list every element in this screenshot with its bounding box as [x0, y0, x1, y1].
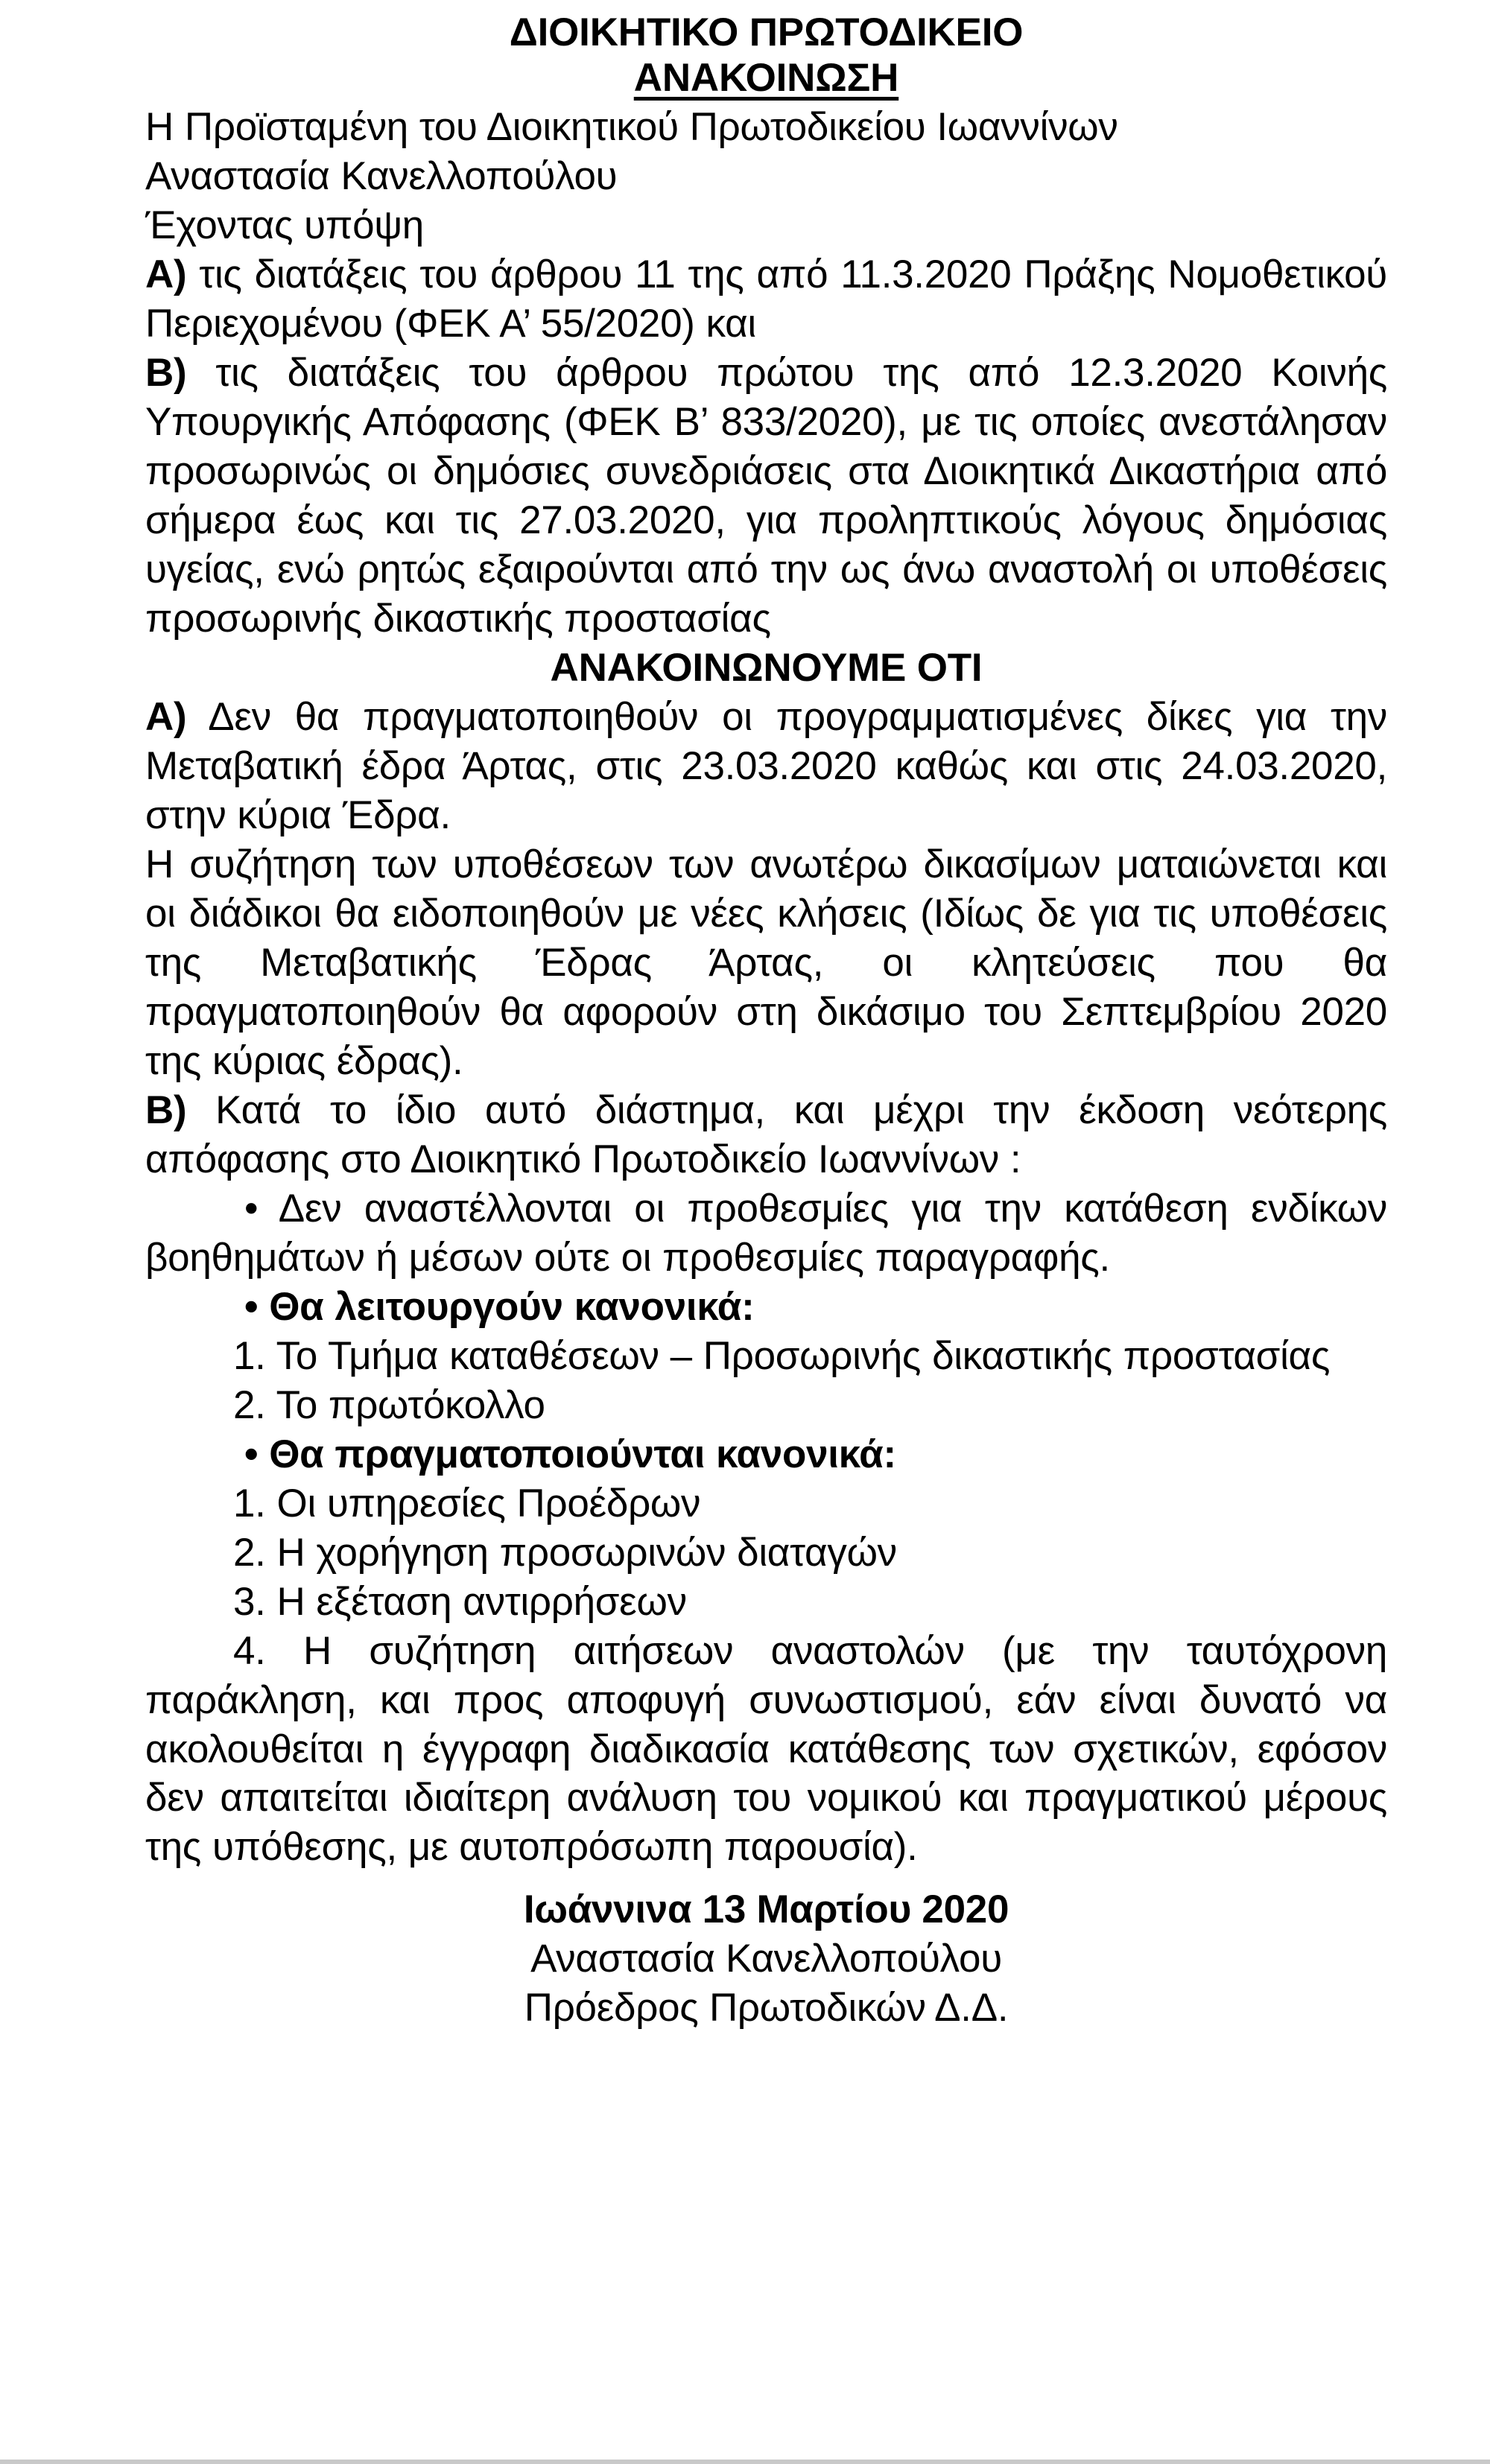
group-1-item-1: 1. Το Τμήμα καταθέσεων – Προσωρινής δικαστικής προστασίας [233, 1333, 1331, 1378]
group-2-item-4: 4. Η συζήτηση αιτήσεων αναστολών (με την ταυτόχρονη παράκληση, και προς αποφυγή συνωστισμού, εάν είναι δυνατό να ακολουθείται η έγγραφη διαδικασία κατάθεσης των σχετικών, εφόσον δεν απαιτείται ιδιαίτερη ανάλυση του νομικού και πραγματικού μέρους της υπόθεσης, με αυτοπρόσωπη παρουσία). [145, 1628, 1387, 1870]
clause-a-label: Α) [145, 694, 187, 739]
clause-b-bullet-1 [145, 1184, 1387, 1283]
clause-b [145, 1086, 1387, 1184]
whereas-clause-b-text: τις διατάξεις του άρθρου πρώτου της από 12.3.2020 Κοινής Υπουργικής Απόφασης (ΦΕΚ Β’ 833/2020), με τις οποίες ανεστάλησαν προσωρινώς οι δημόσιες συνεδριάσεις στα Διοικητικά Δικαστήρια από σήμερα έως και τις 27.03.2020, για προληπτικούς λόγους δημόσιας υγείας, ενώ ρητώς εξαιρούνται από την ως άνω αναστολή οι υποθέσεις προσωρινής δικαστικής προστασίας [145, 350, 1387, 641]
clause-b-label: Β) [145, 1087, 187, 1132]
group-2-item-2: 2. Η χορήγηση προσωρινών διαταγών [233, 1530, 897, 1575]
intro-line-authority: Η Προϊσταμένη του Διοικητικού Πρωτοδικείου Ιωαννίνων [145, 105, 1118, 150]
clause-b-bullet-1-text: Δεν αναστέλλονται οι προθεσμίες για την κατάθεση ενδίκων βοηθημάτων ή μέσων ούτε οι προθεσμίες παραγραφής. [145, 1186, 1387, 1280]
document-subtitle [145, 54, 1387, 103]
bullet-icon: • [244, 1432, 259, 1476]
document-title: ΔΙΟΙΚΗΤΙΚΟ ΠΡΩΤΟΔΙΚΕΙΟ [509, 10, 1024, 54]
bullet-icon: • [244, 1284, 259, 1329]
closing-signer-title: Πρόεδρος Πρωτοδικών Δ.Δ. [524, 1986, 1009, 2030]
clause-a [145, 693, 1387, 840]
intro-line-name: Αναστασία Κανελλοπούλου [145, 154, 618, 198]
closing-place-date: Ιωάννινα 13 Μαρτίου 2020 [523, 1887, 1009, 1932]
clause-a-text: Δεν θα πραγματοποιηθούν οι προγραμματισμένες δίκες για την Μεταβατική έδρα Άρτας, στις 23.03.2020 καθώς και στις 24.03.2020, στην κύρια Έδρα. [145, 694, 1387, 837]
group-2-heading [145, 1430, 1387, 1479]
group-1-heading [145, 1283, 1387, 1332]
whereas-clause-a-label: Α) [145, 252, 187, 296]
whereas-clause-a [145, 250, 1387, 349]
group-2-item-3: 3. Η εξέταση αντιρρήσεων [233, 1579, 687, 1624]
clause-a-paragraph: Η συζήτηση των υποθέσεων των ανωτέρω δικασίμων ματαιώνεται και οι διάδικοι θα ειδοποιηθούν με νέες κλήσεις (Ιδίως δε για τις υποθέσεις της Μεταβατικής Έδρας Άρτας, οι κλητεύσεις που θα πραγματοποιηθούν θα αφορούν στη δικάσιμο του Σεπτεμβρίου 2020 της κύριας έδρας). [145, 842, 1387, 1083]
whereas-clause-a-text: τις διατάξεις του άρθρου 11 της από 11.3.2020 Πράξης Νομοθετικού Περιεχομένου (ΦΕΚ Α’ 55/2020) και [145, 252, 1387, 346]
group-2-item-1: 1. Οι υπηρεσίες Προέδρων [233, 1481, 701, 1525]
clause-b-text: Κατά το ίδιο αυτό διάστημα, και μέχρι την έκδοση νεότερης απόφασης στο Διοικητικό Πρωτοδικείο Ιωαννίνων : [145, 1087, 1387, 1181]
document-subtitle-text: ΑΝΑΚΟΙΝΩΣΗ [633, 56, 899, 101]
whereas-clause-b-label: Β) [145, 350, 187, 395]
intro-line-having-regard: Έχοντας υπόψη [145, 203, 424, 247]
closing-signer-name: Αναστασία Κανελλοπούλου [530, 1937, 1002, 1981]
group-1-item-2: 2. Το πρωτόκολλο [233, 1382, 545, 1427]
whereas-clause-b [145, 349, 1387, 644]
announce-heading: ΑΝΑΚΟΙΝΩΝΟΥΜΕ ΟΤΙ [550, 645, 983, 690]
document-body [145, 10, 1387, 2033]
group-1-heading-text: Θα λειτουργούν κανονικά: [258, 1284, 755, 1329]
bullet-icon: • [244, 1186, 259, 1231]
signature-block [145, 1885, 1387, 2033]
group-2-heading-text: Θα πραγματοποιούνται κανονικά: [258, 1432, 896, 1476]
